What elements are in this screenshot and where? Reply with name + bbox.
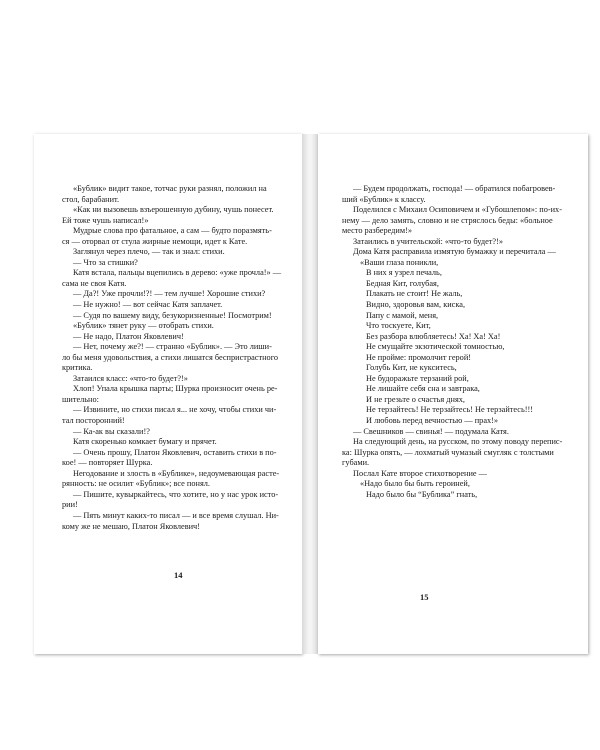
text-line: — Свешников — свинья! — подумала Катя. [353, 426, 509, 436]
text-line: Негодование и злость в «Бублике», недоумевающая расте- [73, 468, 280, 478]
text-line: рянность: не осилит «Бублик»; все понял. [62, 479, 210, 489]
text-line: — Пять минут каких-то писал — и все время слушал. Ни- [73, 510, 279, 520]
verse-line: Не лишайте себя сна и завтрака, [366, 384, 480, 394]
text-line: — Очень прошу, Платон Яковлевич, оставить стихи в по- [73, 447, 277, 457]
text-line: — Что за стишки? [73, 257, 138, 267]
text-line: «Бублик» тянет руку — отобрать стихи. [73, 321, 214, 331]
verse-line: Без разбора влюбляетесь! Ха! Ха! Ха! [366, 331, 501, 341]
verse-line: Плакать не стоит! Не жаль, [366, 289, 463, 299]
verse-line: Папу с мамой, меня, [366, 310, 439, 320]
text-line: ший «Бублик» к классу. [342, 194, 426, 204]
right-page [318, 134, 588, 654]
text-line: Катя скоренько комкает бумагу и прячет. [73, 437, 217, 447]
text-line: Заглянул через плечо, — так и знал: стихи. [73, 247, 225, 257]
text-line: — Судя по вашему виду, безукоризненные! Посмотрим! [73, 310, 272, 320]
text-line: Дома Катя расправила измятую бумажку и перечитала — [353, 247, 556, 257]
verse-line: «Ваши глаза поникли, [360, 257, 439, 267]
text-line: Затаились в учительской: «что-то будет?!» [353, 236, 503, 246]
text-line: На следующий день, на русском, по этому поводу перепис- [353, 437, 563, 447]
text-line: «Как ни вызовешь взъерошенную дубину, чушь понесет. [73, 205, 274, 215]
verse-line: Не терзайтесь! Не терзайтесь! Не терзайтесь!!! [366, 405, 534, 415]
text-line: — Да?! Уже прочли!?! — тем лучше! Хорошие стихи? [73, 289, 266, 299]
text-line: — Не надо, Платон Яковлевич! [73, 331, 184, 341]
verse-line: Бедная Кит, голубая, [366, 278, 439, 288]
verse-line: И любовь перед вечностью — прах!» [366, 416, 499, 426]
page-number: 14 [174, 570, 183, 580]
verse-line: Не пройме: промолчит герой! [366, 352, 472, 362]
verse-line: И не грезьте о счастья днях, [366, 394, 466, 404]
text-line: Мудрые слова про фатальное, а сам — будто поразмять- [73, 226, 272, 236]
text-line: — Будем продолжать, господа! — обратился побагровев- [353, 184, 556, 193]
text-line: — Нет, почему же?! — странно «Бублик». — Это лиши- [73, 342, 272, 352]
left-page [34, 134, 302, 654]
text-line: — Пишите, кувыркайтесь, что хотите, но у нас урок исто- [73, 489, 279, 499]
book-gutter [302, 134, 318, 654]
verse-line: Не будоражьте терзаний рой, [366, 373, 469, 383]
text-line: «Бублик» видит такое, тотчас руки разнял, положил на [73, 184, 267, 193]
page-number: 15 [420, 592, 429, 602]
verse-line: Что тоскуете, Кит, [366, 321, 431, 331]
text-line: шительно: [62, 394, 99, 404]
left-page-text [62, 184, 288, 532]
text-line: — Извините, но стихи писал я... не хочу, чтобы стихи чи- [73, 405, 277, 415]
text-line: Ей тоже чушь написал!» [62, 215, 149, 225]
text-line: Затаился класс: «что-то будет?!» [73, 373, 188, 383]
text-line: стол, барабанит. [62, 194, 120, 204]
text-line: ся — оторвал от стула жирные немощи, идет к Кате. [62, 236, 248, 246]
text-line: Хлоп! Упала крышка парты; Шурка произносит очень ре- [73, 384, 278, 394]
verse-line: Надо было бы “Бублика” гнать, [366, 489, 478, 499]
verse-line: Видно, здоровья вам, киска, [366, 300, 466, 310]
text-line: кое! — повторяет Шурка. [62, 458, 153, 468]
text-line: кому же не мешаю, Платон Яковлевич! [62, 521, 200, 531]
text-line: ло бы меня удовольствия, а стихи лишатся беспристрастного [62, 352, 279, 362]
text-line: Поделился с Михаил Осиповичем и «Губошлепом»: по-их- [353, 205, 562, 215]
text-line: Послал Кате второе стихотворение — [353, 468, 487, 478]
text-line: нему — дело замять, словно и не стряслось беды: «больное [342, 215, 553, 225]
text-line: сама не своя Катя. [62, 278, 127, 288]
text-line: критика. [62, 363, 93, 373]
verse-line: Не смущайте экзотической томностью, [366, 342, 505, 352]
verse-line: «Надо было бы быть героиней, [360, 479, 470, 489]
right-page-text [342, 184, 574, 500]
text-line: место разбередим!» [342, 226, 413, 236]
text-line: — Ка-ак вы сказали!? [73, 426, 150, 436]
verse-line: Голубь Кит, не кукситесь, [366, 363, 457, 373]
text-line: тал посторонний! [62, 416, 125, 426]
text-line: Катя встала, пальцы вцепились в дерево: «уже прочла!» — [73, 268, 282, 278]
verse-line: В них я узрел печаль, [366, 268, 442, 278]
text-line: губами. [342, 458, 370, 468]
text-line: рии! [62, 500, 78, 510]
text-line: ка: Шурка опять, — лохматый чумазый смугляк с толстыми [342, 447, 554, 457]
text-line: — Не нужно! — вот сейчас Катя заплачет. [73, 300, 223, 310]
